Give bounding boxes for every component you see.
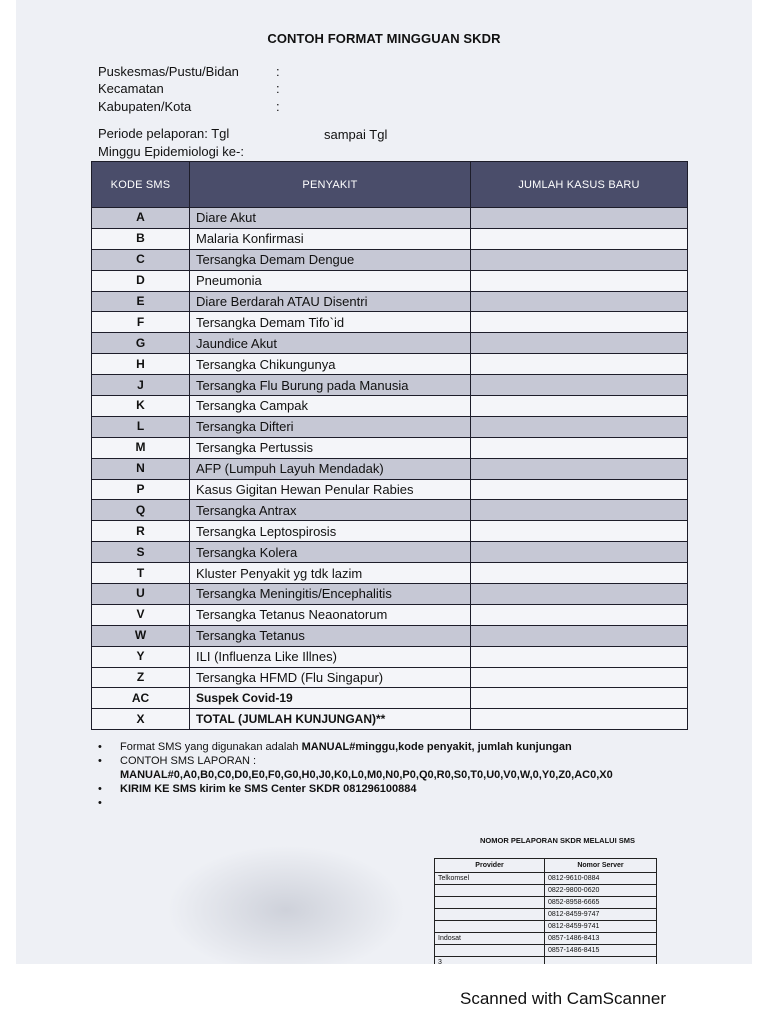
table-row [92,333,688,354]
table-row [92,312,688,333]
case-count-cell[interactable] [471,646,688,667]
disease-name-cell: Suspek Covid-19 [190,688,471,709]
server-number-cell: 0852-8958-6665 [545,897,657,909]
bullet: • [98,797,102,809]
table-row [92,688,688,709]
server-number-cell: 0812-8459-9741 [545,921,657,933]
field-label: Kabupaten/Kota [98,99,192,114]
sms-code-cell: S [92,542,190,563]
disease-name-cell: Tersangka Campak [190,396,471,417]
disease-name-cell: Kluster Penyakit yg tdk lazim [190,563,471,584]
sms-code-cell: N [92,458,190,479]
disease-name-cell: Tersangka Kolera [190,542,471,563]
period-label: Periode pelaporan: Tgl [98,126,230,141]
provider-row [435,873,657,885]
provider-table [434,858,657,964]
week-label: Minggu Epidemiologi ke-: [98,144,244,159]
sms-code-cell: T [92,563,190,584]
note-format-bold: MANUAL#minggu,kode penyakit, jumlah kunjungan [301,741,572,753]
disease-name-cell: Tersangka Flu Burung pada Manusia [190,375,471,396]
disease-name-cell: Tersangka Difteri [190,416,471,437]
note-format-text: Format SMS yang digunakan adalah [120,741,302,753]
provider-name-cell: Indosat [435,933,545,945]
case-count-cell[interactable] [471,458,688,479]
table-row [92,479,688,500]
table-row [92,208,688,229]
disease-table [91,161,688,730]
provider-name-cell: Telkomsel [435,873,545,885]
disease-name-cell: ILI (Influenza Like Illnes) [190,646,471,667]
disease-name-cell: Diare Berdarah ATAU Disentri [190,291,471,312]
server-number-cell: 0857-1486-8415 [545,945,657,957]
case-count-cell[interactable] [471,542,688,563]
table-row [92,416,688,437]
bullet: • [98,755,102,767]
note-example [120,768,613,782]
table-row [92,437,688,458]
case-count-cell[interactable] [471,521,688,542]
bullet: • [98,741,102,753]
provider-header-row [435,859,657,873]
case-count-cell[interactable] [471,709,688,730]
disease-name-cell: Jaundice Akut [190,333,471,354]
note-example-text: MANUAL#0,A0,B0,C0,D0,E0,F0,G0,H0,J0,K0,L0,M0,N0,P0,Q0,R0,S0,T0,U0,V0,W,0,Y0,Z0,AC0,X0 [120,769,613,781]
table-row [92,228,688,249]
disease-name-cell: TOTAL (JUMLAH KUNJUNGAN)** [190,709,471,730]
sms-code-cell: Y [92,646,190,667]
field-kecamatan [98,81,280,96]
server-number-cell [545,957,657,965]
provider-row [435,945,657,957]
table-row [92,584,688,605]
document-title: CONTOH FORMAT MINGGUAN SKDR [267,31,501,46]
table-row [92,354,688,375]
provider-name-cell [435,909,545,921]
case-count-cell[interactable] [471,437,688,458]
disease-name-cell: Pneumonia [190,270,471,291]
disease-name-cell: Tersangka Pertussis [190,437,471,458]
field-separator: : [276,81,280,96]
case-count-cell[interactable] [471,563,688,584]
server-number-header: Nomor Server [545,859,657,873]
field-label: Puskesmas/Pustu/Bidan [98,64,239,79]
server-number-cell: 0812-8459-9747 [545,909,657,921]
table-row [92,291,688,312]
case-count-cell[interactable] [471,249,688,270]
provider-name-cell [435,921,545,933]
sms-code-cell: C [92,249,190,270]
disease-name-cell: Tersangka Demam Dengue [190,249,471,270]
bullet: • [98,783,102,795]
provider-table-body [435,873,657,965]
table-row [92,563,688,584]
sms-code-cell: K [92,396,190,417]
sms-code-cell: F [92,312,190,333]
table-row [92,249,688,270]
scan-shadow [166,845,406,964]
disease-name-cell: Tersangka Demam Tifo`id [190,312,471,333]
case-count-cell[interactable] [471,291,688,312]
header-kode-sms: KODE SMS [92,162,190,208]
table-row [92,500,688,521]
table-header-row [92,162,688,208]
provider-row [435,933,657,945]
provider-row [435,885,657,897]
note-format [98,740,613,754]
table-row [92,542,688,563]
sms-code-cell: Q [92,500,190,521]
provider-header: Provider [435,859,545,873]
server-number-cell: 0857-1486-8413 [545,933,657,945]
provider-table-title: NOMOR PELAPORAN SKDR MELALUI SMS [480,836,636,845]
case-count-cell[interactable] [471,667,688,688]
table-body [92,208,688,730]
field-label: Kecamatan [98,81,164,96]
table-row [92,667,688,688]
sms-code-cell: U [92,584,190,605]
sms-code-cell: P [92,479,190,500]
table-row [92,270,688,291]
provider-name-cell: 3 [435,957,545,965]
sms-code-cell: X [92,709,190,730]
field-separator: : [276,64,280,79]
sms-code-cell: M [92,437,190,458]
provider-row [435,957,657,965]
disease-name-cell: Diare Akut [190,208,471,229]
disease-name-cell: Tersangka Antrax [190,500,471,521]
sms-notes [98,740,613,810]
server-number-cell: 0812-9610-0884 [545,873,657,885]
field-puskesmas [98,64,280,79]
table-row [92,646,688,667]
sms-code-cell: R [92,521,190,542]
note-send-text: KIRIM KE SMS kirim ke SMS Center SKDR 081296100884 [120,783,417,795]
sms-code-cell: E [92,291,190,312]
disease-name-cell: AFP (Lumpuh Layuh Mendadak) [190,458,471,479]
sms-code-cell: A [92,208,190,229]
provider-row [435,909,657,921]
disease-name-cell: Tersangka HFMD (Flu Singapur) [190,667,471,688]
case-count-cell[interactable] [471,312,688,333]
disease-name-cell: Tersangka Leptospirosis [190,521,471,542]
note-example-label-text: CONTOH SMS LAPORAN : [120,755,257,767]
sms-code-cell: AC [92,688,190,709]
header-jumlah-kasus: JUMLAH KASUS BARU [471,162,688,208]
field-separator: : [276,99,280,114]
sms-code-cell: L [92,416,190,437]
case-count-cell[interactable] [471,416,688,437]
sms-code-cell: D [92,270,190,291]
period-until-label: sampai Tgl [324,127,388,142]
provider-row [435,897,657,909]
sms-code-cell: J [92,375,190,396]
table-row [92,709,688,730]
sms-code-cell: Z [92,667,190,688]
table-row [92,396,688,417]
disease-name-cell: Kasus Gigitan Hewan Penular Rabies [190,479,471,500]
sms-code-cell: V [92,604,190,625]
sms-code-cell: B [92,228,190,249]
case-count-cell[interactable] [471,333,688,354]
disease-name-cell: Malaria Konfirmasi [190,228,471,249]
sms-code-cell: G [92,333,190,354]
provider-row [435,921,657,933]
case-count-cell[interactable] [471,625,688,646]
table-row [92,604,688,625]
field-kabupaten [98,99,280,114]
case-count-cell[interactable] [471,354,688,375]
case-count-cell[interactable] [471,584,688,605]
case-count-cell[interactable] [471,228,688,249]
disease-name-cell: Tersangka Chikungunya [190,354,471,375]
case-count-cell[interactable] [471,270,688,291]
header-penyakit: PENYAKIT [190,162,471,208]
note-send [98,782,613,796]
table-row [92,375,688,396]
server-number-cell: 0822-9800-0620 [545,885,657,897]
case-count-cell[interactable] [471,500,688,521]
table-row [92,625,688,646]
table-row [92,521,688,542]
note-empty [98,796,613,810]
scanned-document [16,0,752,964]
case-count-cell[interactable] [471,208,688,229]
case-count-cell[interactable] [471,604,688,625]
provider-name-cell [435,885,545,897]
disease-name-cell: Tersangka Tetanus [190,625,471,646]
sms-code-cell: W [92,625,190,646]
camscanner-watermark: Scanned with CamScanner [460,989,667,1008]
case-count-cell[interactable] [471,396,688,417]
provider-name-cell [435,945,545,957]
disease-name-cell: Tersangka Tetanus Neaonatorum [190,604,471,625]
table-row [92,458,688,479]
disease-name-cell: Tersangka Meningitis/Encephalitis [190,584,471,605]
provider-name-cell [435,897,545,909]
case-count-cell[interactable] [471,688,688,709]
case-count-cell[interactable] [471,479,688,500]
note-example-label [98,754,613,768]
case-count-cell[interactable] [471,375,688,396]
sms-code-cell: H [92,354,190,375]
